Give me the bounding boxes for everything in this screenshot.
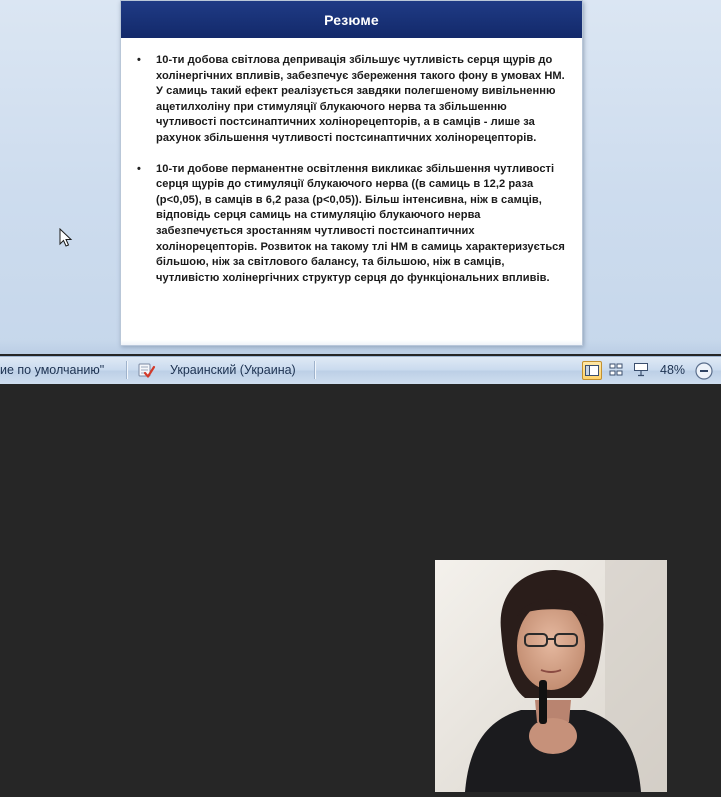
status-bar xyxy=(0,356,721,384)
zoom-out-icon[interactable] xyxy=(694,361,714,381)
slideshow-icon xyxy=(632,361,650,378)
slide-bullet-list xyxy=(135,53,565,286)
webcam-video-feed xyxy=(435,560,667,792)
normal-view-button[interactable] xyxy=(582,361,602,380)
bullet-text-1: 10-ти добова світлова депривація збільшує чутливість серця щурів до холінергічних впливів, забезпечує збереження такого фону в умовах НМ. У самиць такий ефект реалізується завдяки полегшеному вивільненню ацетилхоліну при стимуляції блукаючого нерва та збільшенню чутливості постсинаптичних холінорецепторів, а в самців - лише за рахунок збільшення чутливості постсинаптичних холінорецепторів. xyxy=(156,54,565,144)
bullet-item-1 xyxy=(135,53,565,147)
status-theme-name[interactable]: ие по умолчанию" xyxy=(0,363,105,377)
slide-canvas[interactable] xyxy=(120,0,583,346)
mouse-pointer-icon xyxy=(59,228,73,248)
slideshow-button[interactable] xyxy=(632,361,652,380)
slide-title: Резюме xyxy=(121,1,582,38)
bullet-marker: • xyxy=(137,162,141,175)
spellcheck-icon[interactable] xyxy=(136,361,156,379)
zoom-level[interactable]: 48% xyxy=(660,363,686,377)
slide-editor-pane[interactable] xyxy=(0,0,721,354)
slide-sorter-button[interactable] xyxy=(607,361,627,380)
status-language[interactable]: Украинский (Украина) xyxy=(170,363,296,377)
status-separator xyxy=(314,361,315,379)
status-separator xyxy=(126,361,127,379)
slide-sorter-icon xyxy=(607,361,625,378)
presenter-video-image xyxy=(435,560,667,792)
bullet-marker: • xyxy=(137,54,141,66)
bullet-text-2: 10-ти добове перманентне освітлення викликає збільшення чутливості серця щурів до стимуляції блукаючого нерва ((в самиць в 12,2 раза (р<0,05), в самців в 6,2 раза (р<0,05)). Більш інтенсивна, ніж в самців, відповідь серця самиць на стимуляцію блукаючого нерва забезпечується зростанням чутливості постсинаптичних холінорецепторів. Розвиток на такому тлі НМ в самиць характеризується більшою, ніж за світлового балансу, та більшою, ніж в самців, чутливістю холінергічних структур серця до функціональних впливів. xyxy=(156,162,565,284)
bullet-item-2 xyxy=(135,162,565,287)
normal-view-icon xyxy=(583,362,601,379)
